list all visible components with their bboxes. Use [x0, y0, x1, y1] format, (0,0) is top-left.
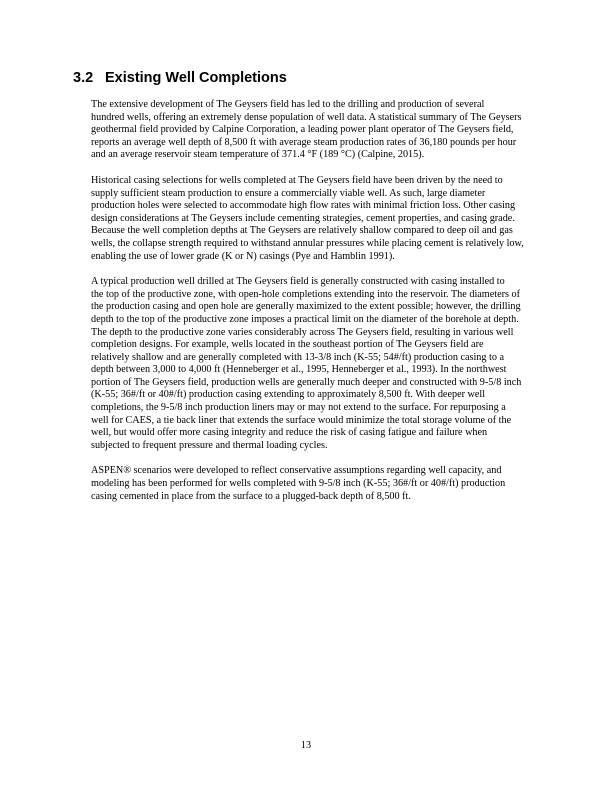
paragraph-typical-production-well	[73, 276, 541, 452]
text-line: subjected to frequent pressure and thermal loading cycles.	[91, 439, 328, 451]
text-line: design considerations at The Geysers include cementing strategies, cement properties, and casing grade.	[91, 212, 515, 224]
text-line: ASPEN® scenarios were developed to reflect conservative assumptions regarding well capacity, and	[91, 465, 502, 477]
text-line: production holes were selected to accommodate high flow rates with minimal friction loss. Other casing	[91, 200, 516, 212]
text-line: relatively shallow and are generally completed with 13-3/8 inch (K-55; 54#/ft) production casing to a	[91, 351, 505, 363]
text-line: completion designs. For example, wells located in the southeast portion of The Geysers field are	[91, 339, 484, 351]
paragraph-aspen-scenarios	[73, 465, 541, 503]
section-number: 3.2	[73, 70, 94, 86]
text-line: Because the well completion depths at The Geysers are relatively shallow compared to deep oil and gas	[91, 225, 513, 237]
text-line: casing cemented in place from the surface to a plugged-back depth of 8,500 ft.	[91, 490, 411, 502]
text-line: the top of the productive zone, with open-hole completions extending into the reservoir. The diameters of	[91, 288, 520, 300]
page-number: 13	[300, 740, 312, 751]
section-title: Existing Well Completions	[105, 70, 287, 86]
text-line: Historical casing selections for wells completed at The Geysers field have been driven by the need to	[91, 174, 503, 186]
text-line: well, but would offer more casing integrity and reduce the risk of casing fatigue and failure when	[91, 427, 488, 439]
text-line: (K-55; 36#/ft or 40#/ft) production casing extending to approximately 8,500 ft. With deeper well	[91, 389, 486, 401]
text-line: geothermal field provided by Calpine Corporation, a leading power plant operator of The Geysers field,	[91, 124, 514, 136]
text-line: and an average reservoir steam temperature of 371.4 °F (189 °C) (Calpine, 2015).	[91, 149, 425, 161]
body-text	[73, 99, 541, 516]
text-line: depth to the top of the productive zone imposes a practical limit on the diameter of the borehole at depth.	[91, 313, 519, 325]
section-heading	[73, 70, 287, 86]
text-line: hundred wells, offering an extremely dense population of well data. A statistical summary of The Geysers	[91, 111, 522, 123]
text-line: enabling the use of lower grade (K or N) casings (Pye and Hamblin 1991).	[91, 250, 395, 262]
text-line: portion of The Geysers field, production wells are generally much deeper and constructed with 9-5/8 inch	[91, 376, 522, 388]
text-line: well for CAES, a tie back liner that extends the surface would minimize the total storage volume of the	[91, 414, 512, 426]
text-line: depth between 3,000 to 4,000 ft (Henneberger et al., 1995, Henneberger et al., 1993). In the northwest	[91, 364, 507, 376]
paragraph-geysers-overview	[73, 99, 541, 162]
text-line: The extensive development of The Geysers field has led to the drilling and production of several	[91, 99, 485, 110]
text-line: The depth to the productive zone varies considerably across The Geysers field, resulting in various well	[91, 326, 514, 338]
text-line: the production casing and open hole are generally maximized to the extent possible; however, the drilling	[91, 301, 521, 313]
text-line: supply sufficient steam production to ensure a commercially viable well. As such, large diameter	[91, 187, 486, 199]
text-line: A typical production well drilled at The Geysers field is generally constructed with casing installed to	[91, 276, 505, 288]
text-line: modeling has been performed for wells completed with 9-5/8 inch (K-55; 36#/ft or 40#/ft) production	[91, 478, 506, 490]
text-line: completions, the 9-5/8 inch production liners may or may not extend to the surface. For repurposing a	[91, 402, 506, 414]
text-line: wells, the collapse strength required to withstand annular pressures while placing cement is relatively low,	[91, 237, 524, 249]
text-line: reports an average well depth of 8,500 ft with average steam production rates of 36,180 pounds per hour	[91, 136, 517, 148]
paragraph-historical-casing	[73, 175, 541, 263]
